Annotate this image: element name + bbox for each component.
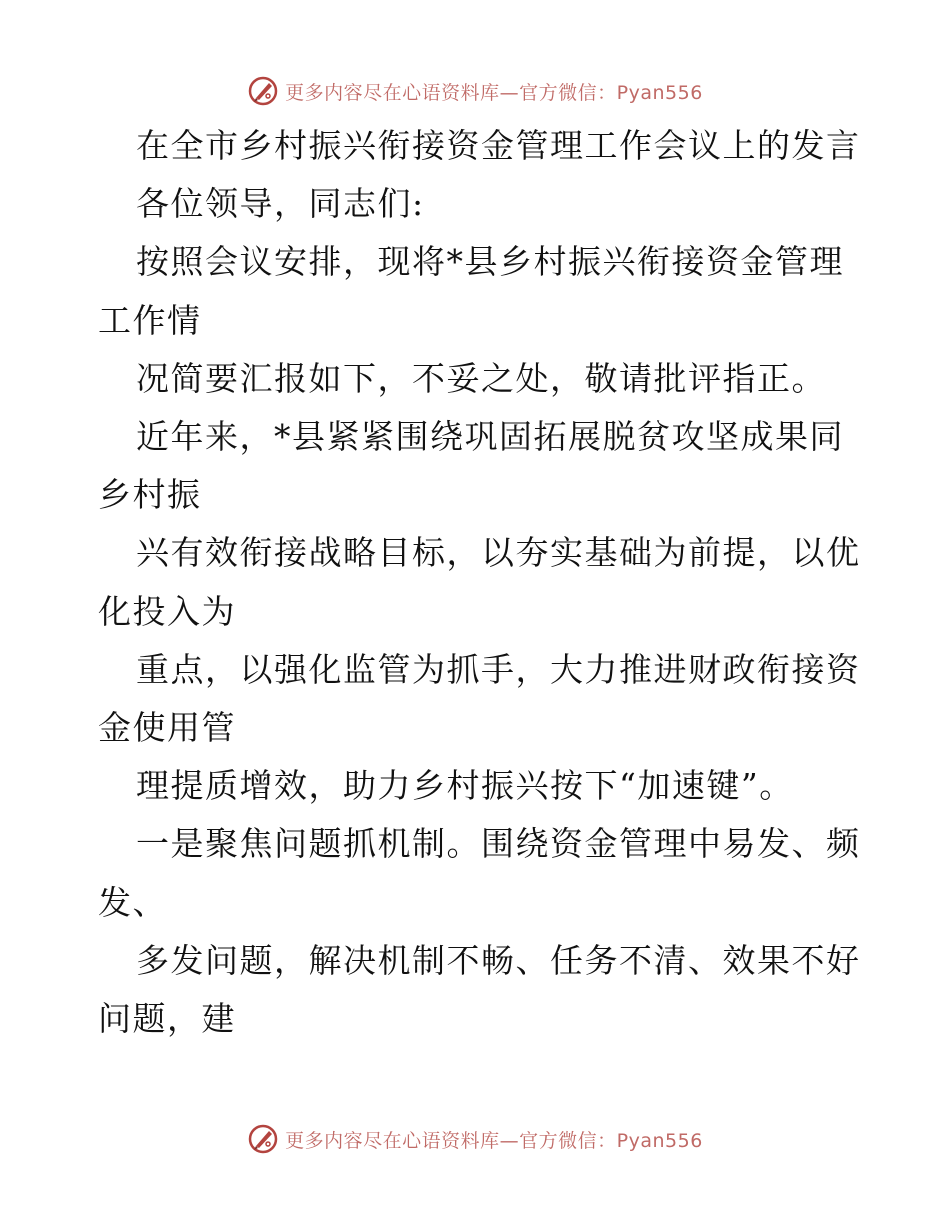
text-line: 按照会议安排，现将*县乡村振兴衔接资金管理 (136, 242, 844, 282)
watermark-text: 更多内容尽在心语资料库—官方微信：Pyan556 (285, 1129, 703, 1152)
watermark-text: 更多内容尽在心语资料库—官方微信：Pyan556 (285, 81, 703, 104)
text-line: 兴有效衔接战略目标，以夯实基础为前提，以优 (136, 533, 861, 573)
text-line: 况简要汇报如下，不妥之处，敬请批评指正。 (136, 358, 826, 398)
header-watermark (0, 74, 950, 108)
quill-logo-icon (247, 1123, 279, 1155)
text-line: 近年来，*县紧紧围绕巩固拓展脱贫攻坚成果同 (136, 417, 844, 456)
footer-watermark (0, 1122, 950, 1156)
text-line: 问题，建 (98, 999, 236, 1038)
text-line: 一是聚焦问题抓机制。围绕资金管理中易发、频 (136, 824, 861, 864)
text-line: 金使用管 (98, 708, 236, 747)
quill-logo-icon (247, 75, 279, 107)
text-line: 在全市乡村振兴衔接资金管理工作会议上的发言 (136, 126, 861, 165)
text-line: 乡村振 (98, 475, 202, 515)
text-line: 化投入为 (98, 591, 236, 631)
text-line: 发、 (98, 882, 167, 922)
text-line: 理提质增效，助力乡村振兴按下“加速键”。 (136, 766, 794, 806)
text-line: 多发问题，解决机制不畅、任务不清、效果不好 (136, 940, 861, 980)
text-line: 工作情 (98, 300, 202, 340)
text-line: 各位领导，同志们: (136, 184, 425, 224)
text-line: 重点，以强化监管为抓手，大力推进财政衔接资 (136, 649, 861, 689)
